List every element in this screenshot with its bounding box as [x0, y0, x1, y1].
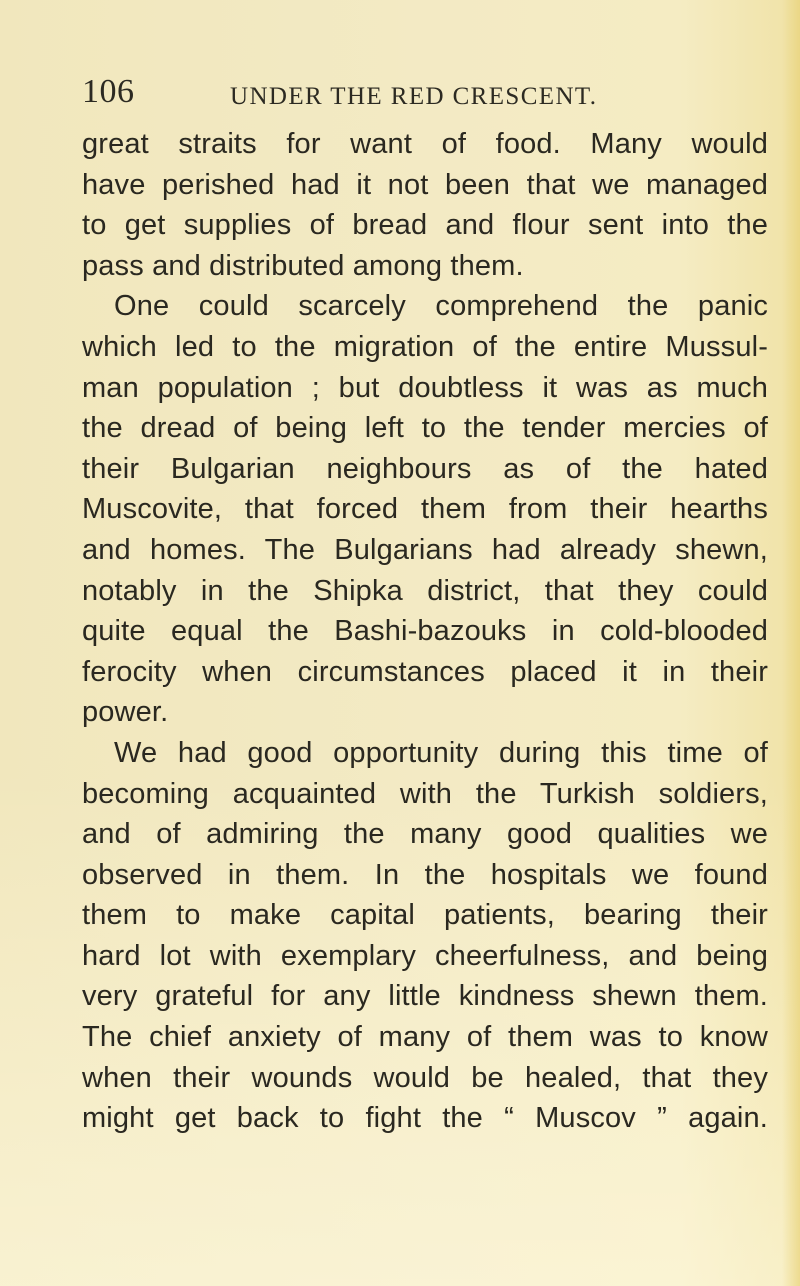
text-line: notably in the Shipka district, that they could — [82, 574, 768, 607]
page-edge-shading — [782, 0, 800, 1286]
text-line: and of admiring the many good qualities we — [82, 818, 768, 851]
running-title: UNDER THE RED CRESCENT. — [230, 83, 598, 110]
body-text — [82, 124, 768, 1139]
text-line: great straits for want of food. Many would — [82, 128, 768, 160]
text-line: ferocity when circumstances placed it in their — [82, 655, 768, 688]
text-line: the dread of being left to the tender mercies of — [82, 412, 768, 445]
text-line: when their wounds would be healed, that they — [82, 1061, 768, 1094]
text-line: hard lot with exemplary cheerfulness, and being — [82, 939, 768, 972]
text-line: quite equal the Bashi-bazouks in cold-blooded — [82, 615, 768, 648]
text-line: which led to the migration of the entire Mussul- — [82, 330, 768, 363]
paragraph-start-line: We had good opportunity during this time of — [114, 736, 768, 769]
text-line: have perished had it not been that we managed — [82, 168, 768, 201]
text-line: and homes. The Bulgarians had already shewn, — [82, 533, 768, 566]
text-line: pass and distributed among them. — [82, 249, 524, 282]
text-line: them to make capital patients, bearing their — [82, 899, 768, 932]
paragraph-start-line: One could scarcely comprehend the panic — [114, 290, 768, 323]
page-number: 106 — [82, 73, 135, 110]
page-header — [82, 72, 722, 116]
text-line: to get supplies of bread and flour sent into the — [82, 209, 768, 242]
text-line: power. — [82, 696, 169, 729]
text-line: The chief anxiety of many of them was to know — [82, 1021, 768, 1054]
text-line: observed in them. In the hospitals we found — [82, 858, 768, 891]
text-line: very grateful for any little kindness shewn them. — [82, 980, 768, 1013]
text-line: man population ; but doubtless it was as much — [82, 371, 768, 404]
text-line: Muscovite, that forced them from their hearths — [82, 493, 768, 526]
text-line: their Bulgarian neighbours as of the hated — [82, 452, 768, 485]
text-line: might get back to fight the “ Muscov ” again. — [82, 1102, 768, 1135]
text-line: becoming acquainted with the Turkish soldiers, — [82, 777, 768, 810]
